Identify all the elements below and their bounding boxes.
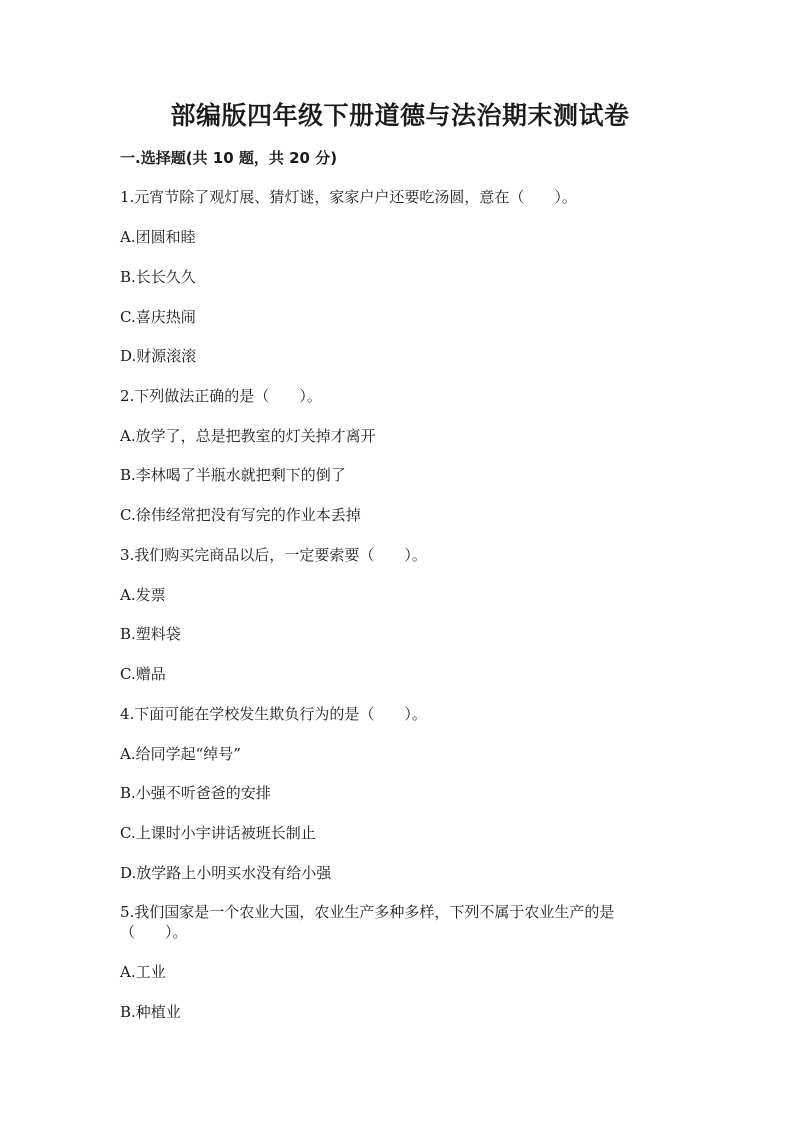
question-4-option-b: B.小强不听爸爸的安排	[120, 784, 271, 802]
question-5-option-b: B.种植业	[120, 1003, 181, 1021]
question-1-option-c: C.喜庆热闹	[120, 308, 196, 326]
question-3-option-b: B.塑料袋	[120, 625, 181, 643]
page-title: 部编版四年级下册道德与法治期末测试卷	[170, 101, 630, 130]
question-2-option-a: A.放学了，总是把教室的灯关掉才离开	[120, 427, 376, 445]
question-4-option-c: C.上课时小宇讲话被班长制止	[120, 824, 316, 842]
section-heading: 一.选择题(共 10 题，共 20 分)	[120, 149, 338, 167]
question-4-option-a: A.给同学起“绰号”	[120, 745, 241, 763]
question-5-option-a: A.工业	[120, 963, 166, 981]
question-2-option-c: C.徐伟经常把没有写完的作业本丢掉	[120, 506, 361, 524]
question-4-stem: 4.下面可能在学校发生欺负行为的是（ ）。	[120, 705, 427, 723]
question-2-stem: 2.下列做法正确的是（ ）。	[120, 387, 322, 405]
question-5-stem: 5.我们国家是一个农业大国，农业生产多种多样，下列不属于农业生产的是（ ）。	[120, 903, 615, 941]
question-1-stem: 1.元宵节除了观灯展、猜灯谜，家家户户还要吃汤圆，意在（ ）。	[120, 188, 577, 206]
question-1-option-d: D.财源滚滚	[120, 347, 197, 365]
question-1-option-b: B.长长久久	[120, 268, 196, 286]
question-1-option-a: A.团圆和睦	[120, 228, 196, 246]
question-3-stem: 3.我们购买完商品以后，一定要索要（ ）。	[120, 546, 427, 564]
question-3-option-a: A.发票	[120, 586, 166, 604]
question-4-option-d: D.放学路上小明买水没有给小强	[120, 864, 332, 882]
question-3-option-c: C.赠品	[120, 665, 166, 683]
question-2-option-b: B.李林喝了半瓶水就把剩下的倒了	[120, 466, 346, 484]
